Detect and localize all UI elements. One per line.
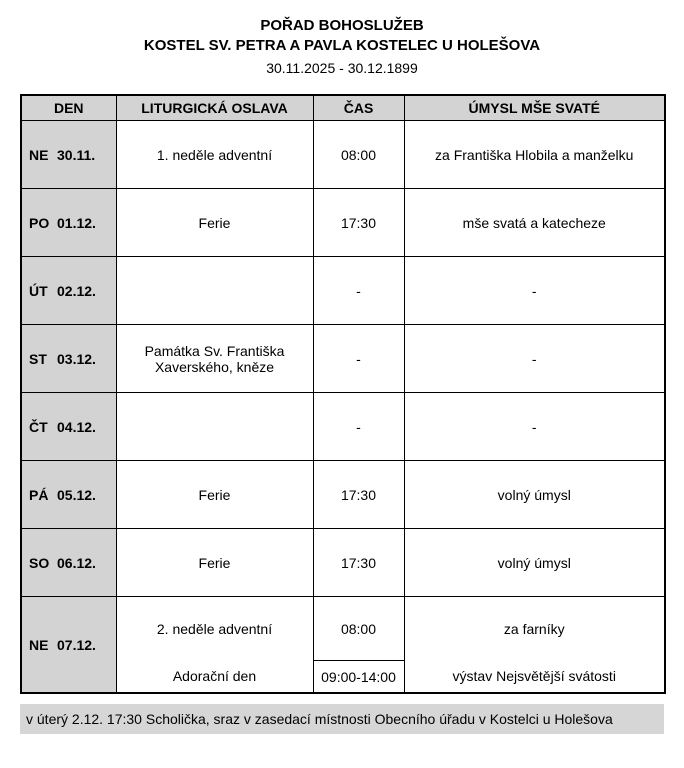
day-date: 02.12. <box>57 282 96 299</box>
table-row <box>21 393 665 461</box>
table-row <box>21 461 665 529</box>
liturgy-cell <box>116 257 313 325</box>
day-cell <box>21 325 116 393</box>
liturgy-line-2: Adorační den <box>172 667 257 684</box>
table-row <box>21 257 665 325</box>
col-header-intention: ÚMYSL MŠE SVATÉ <box>404 95 665 121</box>
day-date: 05.12. <box>57 486 96 503</box>
time-cell <box>313 597 404 694</box>
intention-cell: - <box>404 257 665 325</box>
day-abbrev: ST <box>29 350 47 367</box>
day-abbrev: ÚT <box>29 282 48 299</box>
day-date: 30.11. <box>57 146 96 163</box>
liturgy-cell: Ferie <box>116 461 313 529</box>
time-cell: - <box>313 393 404 461</box>
day-date: 01.12. <box>57 214 96 231</box>
intention-cell <box>404 597 665 694</box>
col-header-den: DEN <box>21 95 116 121</box>
time-cell: 08:00 <box>313 121 404 189</box>
liturgy-cell: Památka Sv. Františka Xaverského, kněze <box>116 325 313 393</box>
liturgy-cell <box>116 597 313 694</box>
day-cell <box>21 529 116 597</box>
page-title: POŘAD BOHOSLUŽEB <box>260 17 424 34</box>
table-row <box>21 529 665 597</box>
intention-cell: volný úmysl <box>404 529 665 597</box>
time-cell: 17:30 <box>313 189 404 257</box>
intention-cell: volný úmysl <box>404 461 665 529</box>
day-abbrev: PÁ <box>29 486 49 503</box>
day-abbrev: NE <box>29 636 49 653</box>
day-cell <box>21 257 116 325</box>
day-abbrev: ČT <box>29 418 48 435</box>
intention-line-2: výstav Nejsvětější svátosti <box>452 667 616 684</box>
intention-cell: - <box>404 393 665 461</box>
time-line-1: 08:00 <box>340 620 377 637</box>
day-abbrev: PO <box>29 214 50 231</box>
schedule-table <box>20 94 666 694</box>
time-cell: - <box>313 325 404 393</box>
table-row <box>21 597 665 694</box>
page-subtitle: KOSTEL SV. PETRA A PAVLA KOSTELEC U HOLEŠOVA <box>143 37 541 54</box>
day-date: 03.12. <box>57 350 96 367</box>
day-cell <box>21 121 116 189</box>
time-line-2: 09:00-14:00 <box>314 660 404 692</box>
time-cell: - <box>313 257 404 325</box>
day-cell <box>21 597 116 694</box>
col-header-liturgy: LITURGICKÁ OSLAVA <box>116 95 313 121</box>
table-row <box>21 121 665 189</box>
day-abbrev: NE <box>29 146 49 163</box>
time-cell: 17:30 <box>313 461 404 529</box>
table-header-row <box>21 95 665 121</box>
col-header-time: ČAS <box>313 95 404 121</box>
liturgy-line-1: 2. neděle adventní <box>156 620 273 637</box>
day-date: 07.12. <box>57 636 96 653</box>
intention-cell: - <box>404 325 665 393</box>
liturgy-cell <box>116 393 313 461</box>
day-cell <box>21 393 116 461</box>
day-cell <box>21 461 116 529</box>
liturgy-cell: Ferie <box>116 189 313 257</box>
liturgy-cell: Ferie <box>116 529 313 597</box>
date-range: 30.11.2025 - 30.12.1899 <box>266 60 418 76</box>
table-row <box>21 325 665 393</box>
intention-line-1: za farníky <box>503 620 565 637</box>
day-date: 06.12. <box>57 554 96 571</box>
title-block <box>20 16 664 78</box>
day-abbrev: SO <box>29 554 50 571</box>
intention-cell: za Františka Hlobila a manželku <box>404 121 665 189</box>
liturgy-cell: 1. neděle adventní <box>116 121 313 189</box>
day-cell <box>21 189 116 257</box>
intention-cell: mše svatá a katecheze <box>404 189 665 257</box>
footer-note: v úterý 2.12. 17:30 Scholička, sraz v zasedací místnosti Obecního úřadu v Kostelci u Holešova <box>20 704 664 734</box>
day-date: 04.12. <box>57 418 96 435</box>
time-cell: 17:30 <box>313 529 404 597</box>
table-row <box>21 189 665 257</box>
